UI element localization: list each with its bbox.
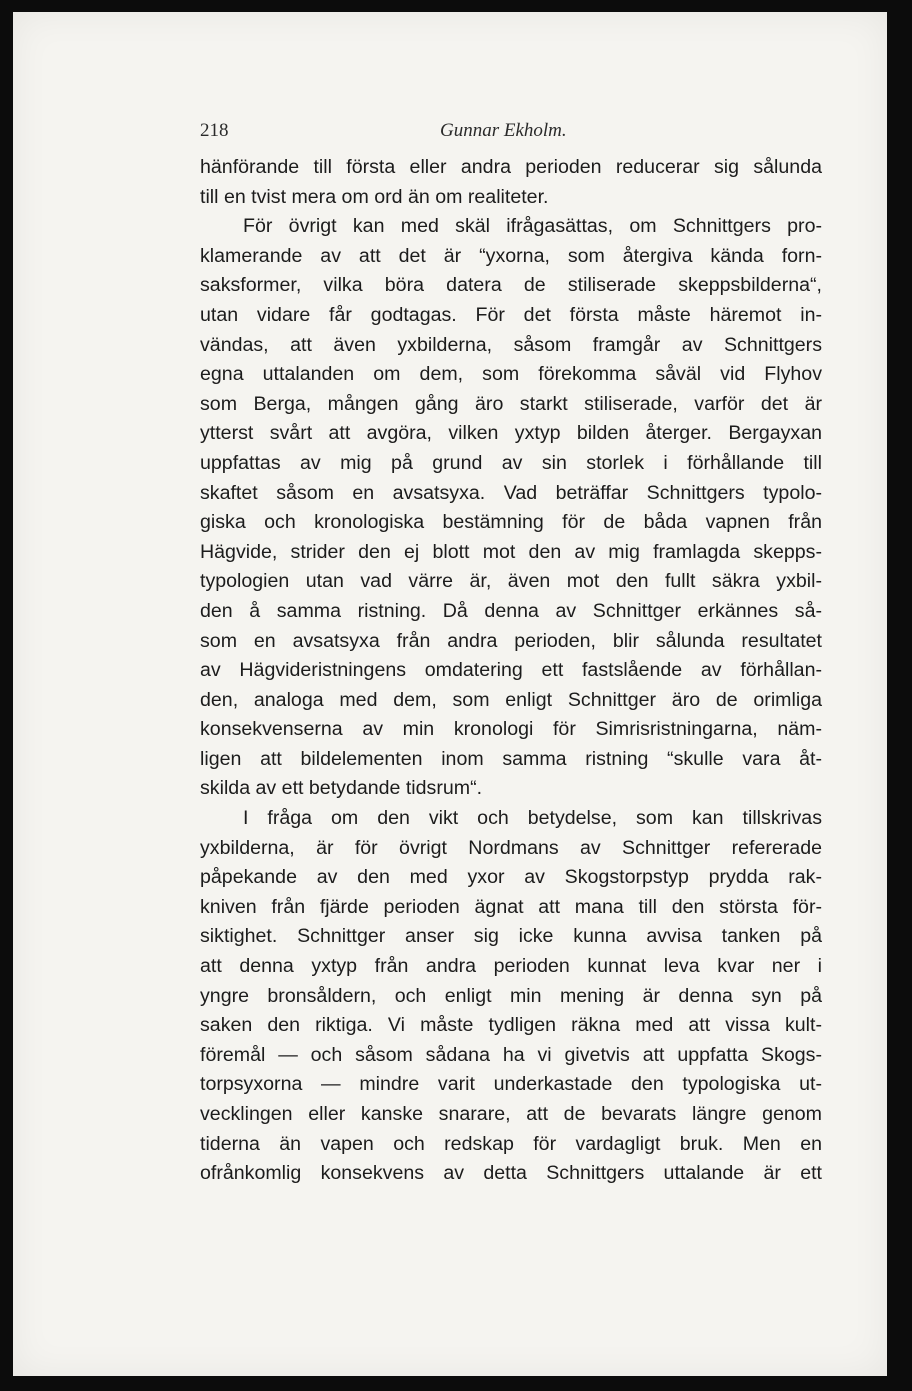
- text-line: påpekande av den med yxor av Skogstorpstyp prydda rak-: [200, 866, 822, 889]
- text-line: hänförande till första eller andra perioden reducerar sig sålunda: [200, 156, 822, 178]
- text-line: vändas, att även yxbilderna, såsom framgår av Schnittgers: [200, 333, 822, 356]
- text-line: konsekvenserna av min kronologi för Simrisristningarna, näm-: [200, 718, 822, 741]
- text-line: giska och kronologiska bestämning för de båda vapnen från: [200, 511, 822, 534]
- text-line: uppfattas av mig på grund av sin storlek i förhållande till: [200, 451, 822, 474]
- text-line: egna uttalanden om dem, som förekomma såväl vid Flyhov: [200, 363, 822, 386]
- page-number: 218: [200, 120, 229, 141]
- text-line: ytterst svårt att avgöra, vilken yxtyp bilden återger. Bergayxan: [200, 422, 822, 445]
- text-line: att denna yxtyp från andra perioden kunnat leva kvar ner i: [200, 955, 822, 978]
- body-text: [200, 153, 822, 1189]
- text-line: tiderna än vapen och redskap för vardagligt bruk. Men en: [200, 1132, 822, 1155]
- text-line: som Berga, mången gång äro starkt stiliserade, varför det är: [200, 392, 822, 415]
- text-line: yngre bronsåldern, och enligt min mening är denna syn på: [200, 984, 822, 1007]
- text-line: skaftet såsom en avsatsyxa. Vad beträffar Schnittgers typolo-: [200, 481, 822, 504]
- text-line: den, analoga med dem, som enligt Schnittger äro de orimliga: [200, 688, 822, 711]
- text-line: utan vidare får godtagas. För det första måste häremot in-: [200, 303, 822, 326]
- text-line: till en tvist mera om ord än om realiteter.: [200, 185, 549, 208]
- text-line: För övrigt kan med skäl ifrågasättas, om Schnittgers pro-: [243, 215, 822, 238]
- text-line: Hägvide, strider den ej blott mot den av mig framlagda skepps-: [200, 540, 822, 563]
- text-line: I fråga om den vikt och betydelse, som kan tillskrivas: [243, 807, 822, 830]
- text-line: ofrånkomlig konsekvens av detta Schnittgers uttalande är ett: [200, 1162, 822, 1185]
- text-line: vecklingen eller kanske snarare, att de bevarats längre genom: [200, 1103, 822, 1125]
- text-line: yxbilderna, är för övrigt Nordmans av Schnittger refererade: [200, 836, 822, 859]
- text-line: saken den riktiga. Vi måste tydligen räkna med att vissa kult-: [200, 1014, 822, 1037]
- text-line: typologien utan vad värre är, även mot den fullt säkra yxbil-: [200, 570, 822, 593]
- text-line: klamerande av att det är “yxorna, som återgiva kända forn-: [200, 244, 822, 267]
- text-line: skilda av ett betydande tidsrum“.: [200, 777, 483, 800]
- text-line: av Hägvideristningens omdatering ett fastslående av förhållan-: [200, 659, 822, 682]
- text-line: saksformer, vilka böra datera de stiliserade skeppsbilderna“,: [200, 274, 822, 297]
- page-header: [200, 120, 822, 144]
- text-line: som en avsatsyxa från andra perioden, blir sålunda resultatet: [200, 629, 822, 652]
- text-line: kniven från fjärde perioden ägnat att mana till den största för-: [200, 895, 822, 918]
- text-line: ligen att bildelementen inom samma ristning “skulle vara åt-: [200, 747, 822, 770]
- running-title: Gunnar Ekholm.: [440, 120, 567, 141]
- text-line: den å samma ristning. Då denna av Schnittger erkännes så-: [200, 599, 822, 622]
- text-line: torpsyxorna — mindre varit underkastade den typologiska ut-: [200, 1073, 822, 1096]
- text-line: föremål — och såsom sådana ha vi givetvis att uppfatta Skogs-: [200, 1043, 822, 1066]
- text-line: siktighet. Schnittger anser sig icke kunna avvisa tanken på: [200, 925, 822, 948]
